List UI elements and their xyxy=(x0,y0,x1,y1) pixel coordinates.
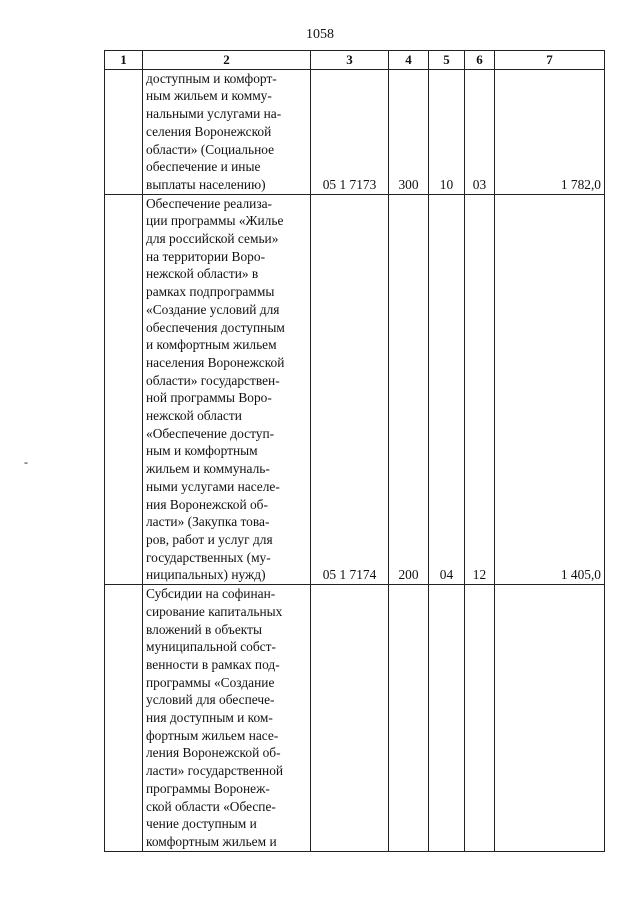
page-number: 1058 xyxy=(306,27,334,42)
description-line: ным и комфортным xyxy=(146,443,258,459)
description-line: ской области «Обеспе- xyxy=(146,798,276,814)
expense-type-cell: 300 xyxy=(389,69,429,194)
description-line: обеспечение и иные xyxy=(146,159,261,175)
description-line: сирование капитальных xyxy=(146,603,283,619)
description-line: условий для обеспече- xyxy=(146,692,275,708)
expense-type-cell: 200 xyxy=(389,194,429,584)
row-number-cell xyxy=(105,585,143,852)
description-line: фортным жильем насе- xyxy=(146,727,279,743)
table-header-row xyxy=(105,51,605,70)
description-line: комфортным жильем и xyxy=(146,833,277,849)
table-row xyxy=(105,585,605,852)
column-header: 2 xyxy=(143,51,311,70)
description-line: чение доступным и xyxy=(146,816,257,832)
column-header: 4 xyxy=(389,51,429,70)
description-line: обеспечения доступным xyxy=(146,319,285,335)
table-row xyxy=(105,194,605,584)
description-line: на территории Воро- xyxy=(146,248,266,264)
row-description-cell xyxy=(143,585,311,852)
description-line: ления Воронежской об- xyxy=(146,745,281,761)
target-code-cell xyxy=(311,585,389,852)
description-line: муниципальной собст- xyxy=(146,639,276,655)
description-line: населения Воронежской xyxy=(146,354,285,370)
target-code-cell: 05 1 7174 xyxy=(311,194,389,584)
description-line: выплаты населению) xyxy=(146,176,266,192)
section-cell: 10 xyxy=(429,69,465,194)
description-line: венности в рамках под- xyxy=(146,656,280,672)
subsection-cell: 12 xyxy=(465,194,495,584)
description-line: ров, работ и услуг для xyxy=(146,531,273,547)
description-line: доступным и комфорт- xyxy=(146,70,277,86)
column-header: 1 xyxy=(105,51,143,70)
description-line: «Создание условий для xyxy=(146,301,280,317)
row-description-cell xyxy=(143,69,311,194)
description-line: ной программы Воро- xyxy=(146,390,272,406)
target-code-cell: 05 1 7173 xyxy=(311,69,389,194)
description-line: ции программы «Жилье xyxy=(146,213,284,229)
column-header: 3 xyxy=(311,51,389,70)
description-line: программы «Создание xyxy=(146,674,275,690)
column-header: 7 xyxy=(495,51,605,70)
column-header: 6 xyxy=(465,51,495,70)
amount-cell: 1 782,0 xyxy=(495,69,605,194)
description-line: ласти» государственной xyxy=(146,763,284,779)
table-row xyxy=(105,69,605,194)
expense-type-cell xyxy=(389,585,429,852)
description-line: «Обеспечение доступ- xyxy=(146,425,275,441)
description-line: области» (Социальное xyxy=(146,141,275,157)
description-line: ния Воронежской об- xyxy=(146,496,268,512)
description-line: ния доступным и ком- xyxy=(146,710,273,726)
subsection-cell: 03 xyxy=(465,69,495,194)
description-line: ными услугами населе- xyxy=(146,478,280,494)
description-line: селения Воронежской xyxy=(146,123,272,139)
budget-table xyxy=(104,50,605,852)
description-line: государственных (му- xyxy=(146,549,271,565)
description-line: нежской области xyxy=(146,408,242,424)
row-number-cell xyxy=(105,194,143,584)
description-line: ласти» (Закупка това- xyxy=(146,514,270,530)
margin-mark: - xyxy=(24,455,28,469)
description-line: жильем и коммуналь- xyxy=(146,461,270,477)
subsection-cell xyxy=(465,585,495,852)
description-line: для российской семьи» xyxy=(146,231,279,247)
column-header: 5 xyxy=(429,51,465,70)
description-line: области» государствен- xyxy=(146,372,280,388)
description-line: рамках подпрограммы xyxy=(146,284,275,300)
description-line: программы Воронеж- xyxy=(146,780,270,796)
description-line: ниципальных) нужд) xyxy=(146,567,266,583)
amount-cell xyxy=(495,585,605,852)
description-line: нальными услугами на- xyxy=(146,106,282,122)
description-line: Субсидии на софинан- xyxy=(146,586,276,602)
row-description-cell xyxy=(143,194,311,584)
section-cell: 04 xyxy=(429,194,465,584)
description-line: Обеспечение реализа- xyxy=(146,195,273,211)
description-line: нежской области» в xyxy=(146,266,259,282)
row-number-cell xyxy=(105,69,143,194)
description-line: ным жильем и комму- xyxy=(146,88,272,104)
amount-cell: 1 405,0 xyxy=(495,194,605,584)
description-line: и комфортным жильем xyxy=(146,337,277,353)
description-line: вложений в объекты xyxy=(146,621,262,637)
section-cell xyxy=(429,585,465,852)
